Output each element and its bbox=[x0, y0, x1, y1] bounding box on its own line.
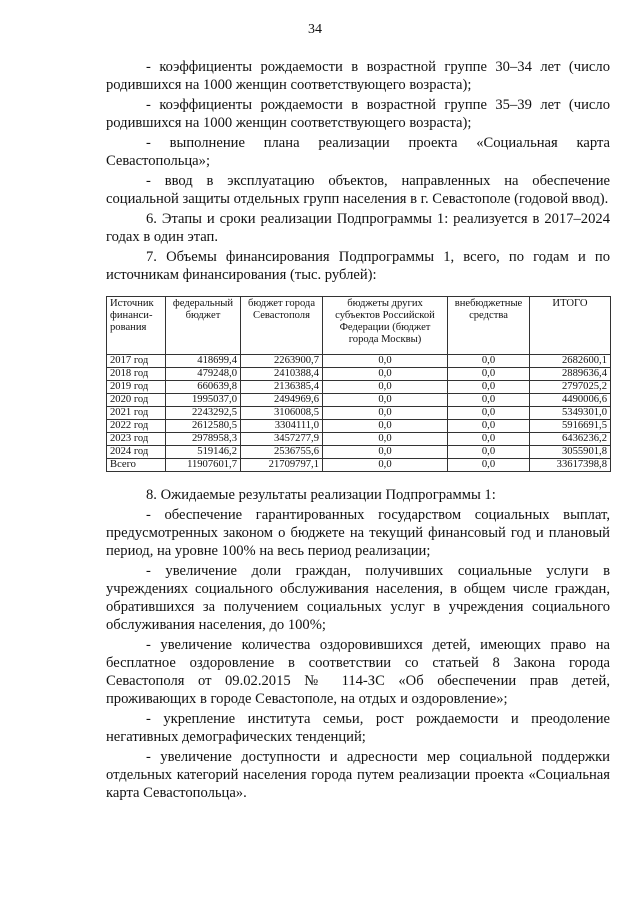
row-label-cell: 2018 год bbox=[107, 368, 166, 381]
table-cell: 21709797,1 bbox=[241, 459, 323, 472]
table-row bbox=[107, 420, 611, 433]
table-cell: 2136385,4 bbox=[241, 381, 323, 394]
paragraph: - ввод в эксплуатацию объектов, направленных на обеспечение социальной защиты отдельных групп населения в г. Севастополе (годовой ввод). bbox=[106, 173, 610, 207]
table-cell: 0,0 bbox=[448, 394, 530, 407]
paragraph: - коэффициенты рождаемости в возрастной группе 35–39 лет (число родившихся на 1000 женщин соответствующего возраста); bbox=[106, 97, 610, 131]
table-cell: 2797025,2 bbox=[530, 381, 611, 394]
table-cell: 2263900,7 bbox=[241, 355, 323, 368]
table-row bbox=[107, 355, 611, 368]
table-cell: 2612580,5 bbox=[166, 420, 241, 433]
paragraph: - увеличение доступности и адресности мер социальной поддержки отдельных категорий населения города путем реализации проекта «Социальная карта Севастопольца». bbox=[106, 749, 610, 801]
table-cell: 0,0 bbox=[448, 407, 530, 420]
row-label-cell: 2022 год bbox=[107, 420, 166, 433]
paragraph: 7. Объемы финансирования Подпрограммы 1, всего, по годам и по источникам финансирования (тыс. рублей): bbox=[106, 249, 610, 283]
table-cell: 3106008,5 bbox=[241, 407, 323, 420]
table-row bbox=[107, 433, 611, 446]
table-cell: 1995037,0 bbox=[166, 394, 241, 407]
table-cell: 0,0 bbox=[448, 433, 530, 446]
table-cell: 5916691,5 bbox=[530, 420, 611, 433]
table-row bbox=[107, 394, 611, 407]
table-cell: 0,0 bbox=[448, 446, 530, 459]
table-header-row bbox=[107, 297, 611, 355]
table-cell: 3304111,0 bbox=[241, 420, 323, 433]
paragraph: - обеспечение гарантированных государством социальных выплат, предусмотренных законом о бюджете на текущий финансовый год и плановый период, на уровне 100% на весь период реализации; bbox=[106, 507, 610, 559]
table-cell: 0,0 bbox=[448, 368, 530, 381]
table-row bbox=[107, 446, 611, 459]
column-header: Источник финанси-рования bbox=[107, 297, 166, 355]
table-cell: 479248,0 bbox=[166, 368, 241, 381]
table-row bbox=[107, 381, 611, 394]
paragraph: 8. Ожидаемые результаты реализации Подпрограммы 1: bbox=[146, 487, 496, 503]
table-cell: 0,0 bbox=[448, 381, 530, 394]
table-cell: 0,0 bbox=[323, 420, 448, 433]
table-row bbox=[107, 407, 611, 420]
table-cell: 0,0 bbox=[448, 355, 530, 368]
document-body bbox=[106, 58, 610, 802]
row-label-cell: 2020 год bbox=[107, 394, 166, 407]
table-cell: 5349301,0 bbox=[530, 407, 611, 420]
table-cell: 0,0 bbox=[323, 381, 448, 394]
table-cell: 2410388,4 bbox=[241, 368, 323, 381]
table-row bbox=[107, 368, 611, 381]
table-cell: 11907601,7 bbox=[166, 459, 241, 472]
paragraph: - коэффициенты рождаемости в возрастной группе 30–34 лет (число родившихся на 1000 женщин соответствующего возраста); bbox=[106, 59, 610, 93]
table-cell: 0,0 bbox=[323, 407, 448, 420]
paragraph: - увеличение доли граждан, получивших социальные услуги в учреждениях социального обслуживания населения, в общем числе граждан, обратившихся за получением социальных услуг в учреждения социального обслуживания населения, до 100%; bbox=[106, 563, 610, 633]
row-label-cell: 2023 год bbox=[107, 433, 166, 446]
column-header: ИТОГО bbox=[530, 297, 611, 355]
financing-table bbox=[106, 296, 611, 472]
row-label-cell: 2024 год bbox=[107, 446, 166, 459]
column-header: бюджеты других субъектов Российской Федерации (бюджет города Москвы) bbox=[323, 297, 448, 355]
table-cell: 0,0 bbox=[323, 446, 448, 459]
row-label-cell: Всего bbox=[107, 459, 166, 472]
row-label-cell: 2019 год bbox=[107, 381, 166, 394]
table-cell: 0,0 bbox=[323, 368, 448, 381]
page-number: 34 bbox=[308, 22, 322, 37]
table-cell: 33617398,8 bbox=[530, 459, 611, 472]
column-header: федеральный бюджет bbox=[166, 297, 241, 355]
row-label-cell: 2021 год bbox=[107, 407, 166, 420]
table-cell: 3457277,9 bbox=[241, 433, 323, 446]
table-cell: 4490006,6 bbox=[530, 394, 611, 407]
table-cell: 2536755,6 bbox=[241, 446, 323, 459]
paragraph: - выполнение плана реализации проекта «Социальная карта Севастопольца»; bbox=[106, 135, 610, 169]
table-cell: 519146,2 bbox=[166, 446, 241, 459]
table-cell: 0,0 bbox=[448, 459, 530, 472]
column-header: бюджет города Севастополя bbox=[241, 297, 323, 355]
table-cell: 0,0 bbox=[323, 459, 448, 472]
paragraph: - укрепление института семьи, рост рождаемости и преодоление негативных демографических тенденций; bbox=[106, 711, 610, 745]
table-cell: 0,0 bbox=[323, 394, 448, 407]
table-cell: 6436236,2 bbox=[530, 433, 611, 446]
table-cell: 0,0 bbox=[323, 355, 448, 368]
column-header: внебюджетные средства bbox=[448, 297, 530, 355]
table-cell: 0,0 bbox=[323, 433, 448, 446]
table-cell: 3055901,8 bbox=[530, 446, 611, 459]
table-row bbox=[107, 459, 611, 472]
table-cell: 2243292,5 bbox=[166, 407, 241, 420]
table-cell: 2889636,4 bbox=[530, 368, 611, 381]
table-cell: 418699,4 bbox=[166, 355, 241, 368]
table-cell: 2978958,3 bbox=[166, 433, 241, 446]
table-cell: 660639,8 bbox=[166, 381, 241, 394]
table-cell: 2682600,1 bbox=[530, 355, 611, 368]
table-cell: 2494969,6 bbox=[241, 394, 323, 407]
paragraph: 6. Этапы и сроки реализации Подпрограммы 1: реализуется в 2017–2024 годах в один этап. bbox=[106, 211, 610, 245]
paragraph: - увеличение количества оздоровившихся детей, имеющих право на бесплатное оздоровление в соответствии со статьей 8 Закона города Севастополя от 09.02.2015 № 114-ЗС «Об обеспечении прав детей, проживающих в городе Севастополе, на отдых и оздоровление»; bbox=[106, 637, 610, 707]
row-label-cell: 2017 год bbox=[107, 355, 166, 368]
table-cell: 0,0 bbox=[448, 420, 530, 433]
